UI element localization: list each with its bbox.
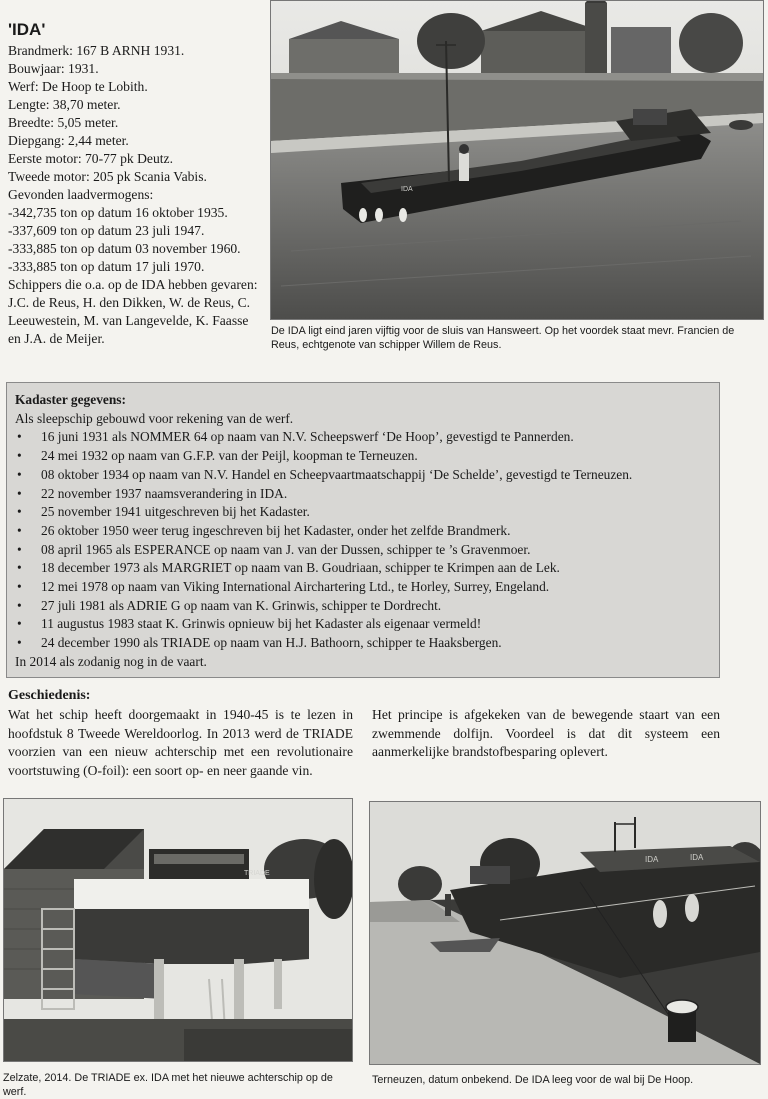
- spec-line: Diepgang: 2,44 meter.: [8, 133, 129, 148]
- bottom-right-caption: Terneuzen, datum onbekend. De IDA leeg voor de wal bij De Hoop.: [372, 1074, 694, 1086]
- kadaster-item: • 24 mei 1932 op naam van G.F.P. van der Peijl, koopman te Terneuzen.: [15, 447, 711, 466]
- spec-line: Tweede motor: 205 pk Scania Vabis.: [8, 169, 207, 184]
- kadaster-item: • 24 december 1990 als TRIADE op naam van H.J. Bathoorn, schipper te Haaksbergen.: [15, 634, 711, 653]
- kadaster-intro: Als sleepschip gebouwd voor rekening van de werf.: [15, 410, 294, 426]
- kadaster-item: • 18 december 1973 als MARGRIET op naam van B. Goudriaan, schipper te Krimpen aan de Lek.: [15, 559, 711, 578]
- history-paragraph-1: Wat het schip heeft doorgemaakt in 1940-45 is te lezen in hoofdstuk 8 Tweede Wereldoorlog. In 2013 werd de TRIADE voorzien van een nieuw achterschip met een revolutionaire voortstuwing (O-foil): een soort op- en neer gaande vin.: [8, 707, 353, 778]
- kadaster-item: • 08 april 1965 als ESPERANCE op naam van J. van der Dussen, schipper te ’s Gravenmoer.: [15, 541, 711, 560]
- photo-ida-hansweert: [270, 0, 764, 320]
- kadaster-list: [15, 428, 711, 652]
- skippers-text: Schippers die o.a. op de IDA hebben gevaren: J.C. de Reus, H. den Dikken, W. de Reus, C. Leeuwestein, M. van Langevelde, K. Faasse en J.A. de Meijer.: [8, 277, 258, 346]
- spec-line: Bouwjaar: 1931.: [8, 61, 99, 76]
- hull-name-ida-1: IDA: [645, 855, 659, 864]
- kadaster-item: • 25 november 1941 uitgeschreven bij het Kadaster.: [15, 503, 711, 522]
- kadaster-item: • 26 oktober 1950 weer terug ingeschreven bij het Kadaster, onder het zelfde Brandmerk.: [15, 522, 711, 541]
- kadaster-item: • 11 augustus 1983 staat K. Grinwis opnieuw bij het Kadaster als eigenaar vermeld!: [15, 615, 711, 634]
- bottom-left-caption: Zelzate, 2014. De TRIADE ex. IDA met het nieuwe achterschip op de werf.: [3, 1072, 333, 1098]
- kadaster-item: • 08 oktober 1934 op naam van N.V. Handel en Scheepvaartmaatschappij ‘De Schelde’, gevestigd te Terneuzen.: [15, 466, 711, 485]
- spec-line: Breedte: 5,05 meter.: [8, 115, 119, 130]
- spec-line: Lengte: 38,70 meter.: [8, 97, 121, 112]
- spec-line: Eerste motor: 70-77 pk Deutz.: [8, 151, 173, 166]
- spec-line: Werf: De Hoop te Lobith.: [8, 79, 148, 94]
- spec-line: Brandmerk: 167 B ARNH 1931.: [8, 43, 185, 58]
- hull-name-ida-2: IDA: [690, 853, 704, 862]
- kadaster-title: Kadaster gegevens:: [15, 392, 126, 407]
- kadaster-box: [6, 382, 720, 678]
- history-paragraph-2: Het principe is afgekeken van de bewegende staart van een zwemmende dolfijn. Voordeel is dat dit systeem een aanmerkelijke brandstofbesparing oplevert.: [372, 707, 720, 759]
- hull-name-ida: IDA: [401, 186, 413, 193]
- top-photo-caption: De IDA ligt eind jaren vijftig voor de sluis van Hansweert. Op het voordek staat mevr. Francien de Reus, echtgenote van schipper Willem de Reus.: [271, 325, 735, 351]
- ship-title: 'IDA': [8, 20, 46, 39]
- history-title: Geschiedenis:: [8, 688, 91, 703]
- spec-line: Gevonden laadvermogens:: [8, 187, 154, 202]
- kadaster-item: • 27 juli 1981 als ADRIE G op naam van K. Grinwis, schipper te Dordrecht.: [15, 597, 711, 616]
- spec-line: -333,885 ton op datum 03 november 1960.: [8, 241, 241, 256]
- photo-ida-terneuzen: [369, 801, 761, 1065]
- kadaster-item: • 22 november 1937 naamsverandering in IDA.: [15, 485, 711, 504]
- kadaster-item: • 16 juni 1931 als NOMMER 64 op naam van N.V. Scheepswerf ‘De Hoop’, gevestigd te Pannerden.: [15, 428, 711, 447]
- kadaster-outro: In 2014 als zodanig nog in de vaart.: [15, 653, 207, 669]
- photo-triade-zelzate: [3, 798, 353, 1062]
- spec-line: -337,609 ton op datum 23 juli 1947.: [8, 223, 205, 238]
- kadaster-item: • 12 mei 1978 op naam van Viking International Airchartering Ltd., te Horley, Surrey, Engeland.: [15, 578, 711, 597]
- spec-line: -342,735 ton op datum 16 oktober 1935.: [8, 205, 228, 220]
- ship-specs: [8, 42, 263, 348]
- spec-line: -333,885 ton op datum 17 juli 1970.: [8, 259, 205, 274]
- hull-name-triade: TRIADE: [244, 870, 270, 877]
